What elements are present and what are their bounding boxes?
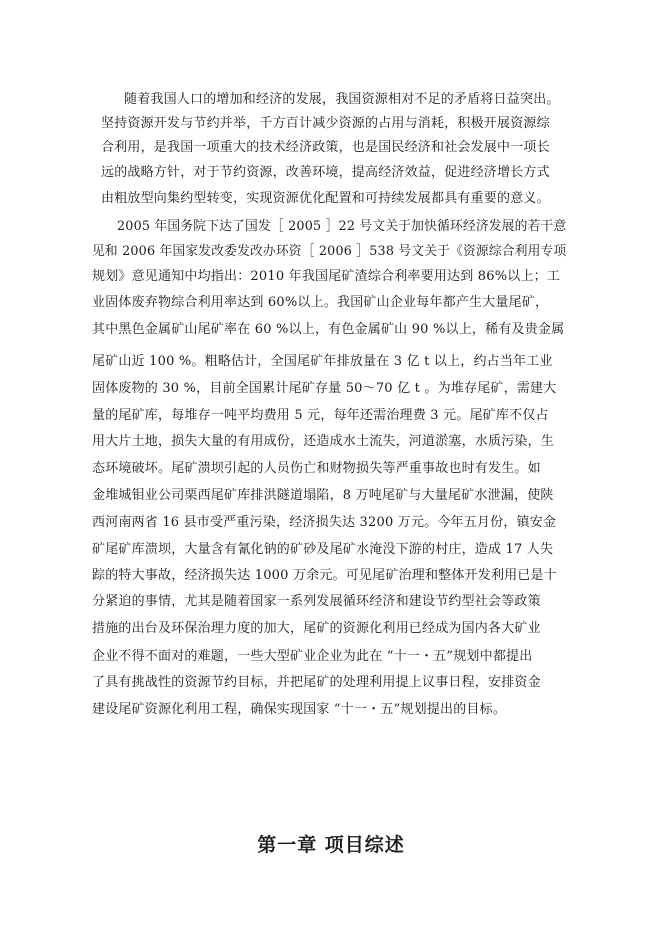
chapter-heading: 第一章 项目综述: [257, 834, 405, 856]
paragraph-line: 用大片土地，损失大量的有用成份，还造成水土流失，河道淤塞，水质污染，生: [92, 434, 555, 449]
paragraph-line: 西河南两省 16 县市受严重污染，经济损失达 3200 万元。今年五月份，镇安金: [92, 515, 557, 530]
paragraph-line: 量的尾矿库，每堆存一吨平均费用 5 元，每年还需治理费 3 元。尾矿库不仅占: [92, 408, 549, 423]
paragraph-line: 固体废物的 30 %，目前全国累计尾矿存量 50～70 亿 t 。为堆存尾矿，需建大: [92, 381, 557, 396]
paragraph-line: 合利用，是我国一项重大的技术经济政策，也是国民经济和社会发展中一项长: [101, 140, 550, 155]
paragraph-line: 企业不得不面对的难题，一些大型矿业企业为此在 “十一・五”规划中都提出: [92, 649, 533, 664]
paragraph-line: 踪的特大事故，经济损失达 1000 万余元。可见尾矿治理和整体开发利用已是十: [92, 568, 557, 583]
paragraph-line: 分紧迫的事情，尤其是随着国家一系列发展循环经济和建设节约型社会等政策: [92, 594, 541, 609]
paragraph-line: 随着我国人口的增加和经济的发展，我国资源相对不足的矛盾将日益突出。: [124, 92, 560, 107]
paragraph-line: 坚持资源开发与节约并举，千方百计减少资源的占用与消耗，积极开展资源综: [101, 116, 550, 131]
paragraph-line: 其中黑色金属矿山尾矿率在 60 %以上，有色金属矿山 90 %以上，稀有及贵金属: [92, 322, 565, 337]
paragraph-line: 2005 年国务院下达了国发［ 2005 ］22 号文关于加快循环经济发展的若干意: [117, 219, 567, 234]
paragraph-line: 了具有挑战性的资源节约目标，并把尾矿的处理利用提上议事日程，安排资金: [92, 675, 541, 690]
paragraph-line: 规划》意见通知中均指出：2010 年我国尾矿渣综合利率要用达到 86%以上；工: [92, 269, 561, 284]
paragraph-line: 建设尾矿资源化利用工程，确保实现国家 “十一・五”规划提出的目标。: [92, 702, 507, 717]
paragraph-line: 远的战略方针，对于节约资源，改善环境，提高经济效益，促进经济增长方式: [101, 165, 550, 180]
paragraph-line: 矿尾矿库溃坝，大量含有氰化钠的矿砂及尾矿水淹没下游的村庄，造成 17 人失: [92, 542, 554, 557]
paragraph-line: 措施的出台及环保治理力度的加大，尾矿的资源化利用已经成为国内各大矿业: [92, 621, 541, 636]
paragraph-line: 业固体废弃物综合利用率达到 60%以上。我国矿山企业每年都产生大量尾矿，: [92, 295, 549, 310]
paragraph-line: 见和 2006 年国家发改委发改办环资［ 2006 ］538 号文关于《资源综合利用专项: [92, 244, 567, 259]
paragraph-line: 金堆城钼业公司栗西尾矿库排洪隧道塌陷，8 万吨尾矿与大量尾矿水泄漏，使陕: [92, 488, 554, 503]
paragraph-line: 态环境破坏。尾矿溃坝引起的人员伤亡和财物损失等严重事故也时有发生。如: [92, 461, 541, 476]
paragraph-line: 由粗放型向集约型转变，实现资源优化配置和可持续发展都具有重要的意义。: [101, 191, 550, 206]
paragraph-line: 尾矿山近 100 %。粗略估计，全国尾矿年排放量在 3 亿 t 以上，约占当年工业: [92, 354, 553, 369]
